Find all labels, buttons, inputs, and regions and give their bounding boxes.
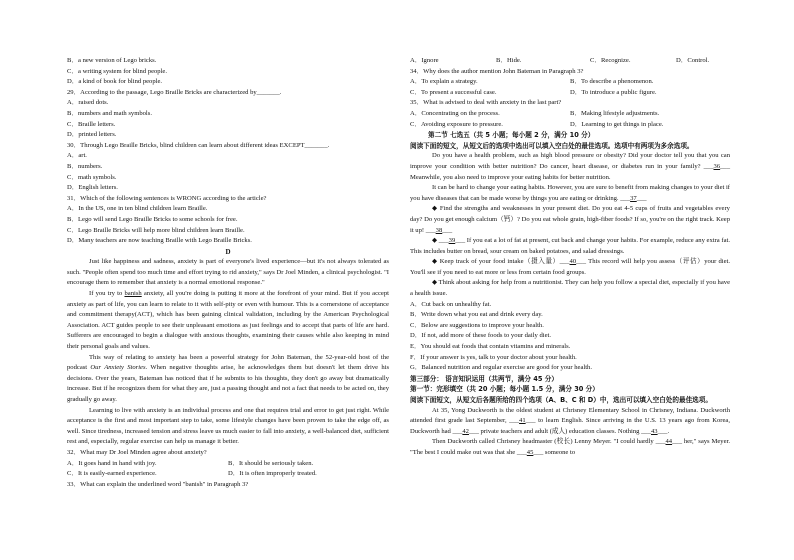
q32-options-row-2 xyxy=(67,469,389,480)
q30-option-c: C．math symbols. xyxy=(67,173,117,181)
q32-option-c: C．It is easily-earned experience. xyxy=(67,470,157,478)
section-d-heading: D xyxy=(225,247,231,256)
q34-option-a: A．To explain a strategy. xyxy=(410,78,478,86)
question-31: 31．Which of the following sentences is WRONG according to the article? xyxy=(67,194,267,202)
q30-option-a: A．art. xyxy=(67,152,87,160)
seven-choose-five-paragraph-4: ◆ ___39___ If you eat a lot of fat at present, cut back and change your habits. For example, reduce any extra fat. This includes butter on bread, sour cream on baked potatoes, and salad dressings. xyxy=(410,237,730,255)
section-2-title: 第二节 七选五（共 5 小题；每小题 2 分，满分 10 分） xyxy=(428,131,595,140)
podcast-title: Our Anxiety Stories xyxy=(90,364,146,372)
passage-d-paragraph-2 xyxy=(67,289,389,353)
q28-option-d: D．a kind of book for blind people. xyxy=(67,78,163,86)
blank-36: 36 xyxy=(713,162,721,170)
q35-options-row-1 xyxy=(410,109,730,120)
seven-choose-five-option-g: G．Balanced nutrition and regular exercise are good for your health. xyxy=(410,364,592,372)
passage-d-paragraph-1: Just like happiness and sadness, anxiety is part of everyone's lived experience—but it's not always tolerated as such. "People often spend too much time and effort trying to rid anxiety," says Dr Joel Minden, a clinical psychologist. "I encourage them to remember that anxiety is a normal emotional response." xyxy=(67,258,389,287)
seven-choose-five-option-f: F．If your answer is yes, talk to your doctor about your health. xyxy=(410,353,577,361)
seven-choose-five-paragraph-2: It can be hard to change your eating habits. However, you are sure to benefit from making changes to your diet if you have diseases that can be made worse by things you are eating or drinking. ___37___ xyxy=(410,184,731,202)
paragraph-text: If you try to xyxy=(89,290,125,298)
q35-option-b: B．Making lifestyle adjustments. xyxy=(570,109,660,117)
q31-option-c: C．Lego Braille Bricks will help more blind children learn Braille. xyxy=(67,226,245,234)
q34-option-c: C．To present a successful case. xyxy=(410,88,497,96)
diamond-bullet-icon: ◆ xyxy=(432,205,440,213)
blank-45: 45 xyxy=(526,448,534,456)
seven-choose-five-option-c: C．Below are suggestions to improve your health. xyxy=(410,321,544,329)
cloze-section-title: 第一节：完形填空（共 20 小题；每小题 1.5 分，满分 30 分） xyxy=(410,385,599,394)
diamond-bullet-icon: ◆ xyxy=(432,258,440,266)
q29-option-c: C．Braille letters. xyxy=(67,120,116,128)
seven-choose-five-paragraph-1: Do you have a health problem, such as high blood pressure or obesity? Did your doctor tell you that you can improve your condition with better nutrition? Do cancer, heart disease, or diabetes run in your family? ___36___ Meanwhile, you also need to improve your eating habits for better nutrition. xyxy=(410,152,730,181)
q35-option-d: D．Learning to get things in place. xyxy=(570,120,664,128)
paragraph-text: to learn English. Since arriving in the U.S. 13 years ago from Korea, Duckworth had xyxy=(410,417,730,435)
seven-choose-five-option-b: B．Write down what you eat and drink every day. xyxy=(410,311,543,319)
q29-option-a: A．raised dots. xyxy=(67,99,109,107)
cloze-paragraph-2: Then Duckworth called Chrisney headmaster (校长) Lenny Meyer. "I could hardly ___44___ her," says Meyer. "The best I could make out was that she ___45___ someone to xyxy=(410,438,730,456)
paragraph-text: . xyxy=(667,427,670,435)
q32-option-a: A．It goes hand in hand with joy. xyxy=(67,459,157,467)
paragraph-text: private teachers and adult (成人) education classes. Nothing xyxy=(478,427,642,435)
question-33: 33．What can explain the underlined word "banish" in Paragraph 3? xyxy=(67,480,249,488)
diamond-bullet-icon: ◆ xyxy=(432,279,439,287)
paragraph-text: Find the strengths and weaknesses in your present diet. Do you eat 4-5 cups of fruits and vegetables every day? Do you get enough calcium（钙）? Do you eat whole grain, high-fiber foods? If so, you're on the right track. Keep it up! xyxy=(410,205,730,234)
q31-option-b: B．Lego will send Lego Braille Bricks to some schools for free. xyxy=(67,215,238,223)
section-2-instructions: 阅读下面的短文，从短文后的选项中选出可以填入空白处的最佳选项。选项中有两项为多余选项。 xyxy=(410,141,694,150)
q32-option-b: B．It should be seriously taken. xyxy=(228,459,314,467)
blank-43: 43 xyxy=(650,427,658,435)
q35-option-c: C．Avoiding exposure to pressure. xyxy=(410,120,503,128)
q28-option-c: C．a writing system for blind people. xyxy=(67,67,167,75)
question-29: 29．According to the passage, Lego Braille Bricks are characterized by_______. xyxy=(67,88,282,96)
cloze-instructions: 阅读下面短文，从短文后各题所给的四个选项（A、B、C 和 D）中，选出可以填入空白处的最佳选项。 xyxy=(410,396,712,404)
question-32: 32．What may Dr Joel Minden agree about anxiety? xyxy=(67,448,207,456)
left-column xyxy=(67,56,389,490)
passage-d-paragraph-4: Learning to live with anxiety is an individual process and one that requires trial and error to get just right. While acceptance is the first and most important step to take, some lifestyle changes have been proven to take the edge off, as well. Since tiredness, increased tension and stress leave us much easier to fall into anxiety, a well-balanced diet, sufficient rest and, especially, regular exercise can help us manage it better. xyxy=(67,406,389,446)
q31-option-a: A．In the US, one in ten blind children learn Braille. xyxy=(67,205,208,213)
q34-option-d: D．To introduce a public figure. xyxy=(570,88,657,96)
blank-40: 40 xyxy=(569,258,577,266)
q32-options-row-1 xyxy=(67,459,389,470)
seven-choose-five-paragraph-5: ◆ Keep track of your food intake（摄入量）___40___ This record will help you assess（评估）your diet. You'll see if you need to eat more or less from certain food groups. xyxy=(410,258,731,276)
q31-option-d: D．Many teachers are now teaching Braille with Lego Braille Bricks. xyxy=(67,237,252,245)
paragraph-text: It can be hard to change your eating habits. However, you are sure to benefit from making changes to your diet if you have diseases that can be made worse by things you are eating or drinking. xyxy=(410,184,731,202)
seven-choose-five-paragraph-3: ◆ Find the strengths and weaknesses in your present diet. Do you eat 4-5 cups of fruits and vegetables every day? Do you get enough calcium（钙）? Do you eat whole grain, high-fiber foods? If so, you're on the right track. Keep it up! ___38___ xyxy=(410,205,730,234)
q30-option-d: D．English letters. xyxy=(67,184,118,192)
diamond-bullet-icon: ◆ xyxy=(432,237,439,245)
paragraph-text: If you eat a lot of fat at present, cut back and change your habits. For example, reduce any extra fat. This includes butter on bread, sour cream on baked potatoes, and salad dressings. xyxy=(410,237,730,255)
blank-42: 42 xyxy=(462,427,469,435)
underlined-word-banish: banish xyxy=(124,290,142,298)
blank-44: 44 xyxy=(665,438,673,446)
right-column xyxy=(410,56,730,459)
cloze-paragraph-1: At 35, Yong Duckworth is the oldest student at Chrisney Elementary School in Chrisney, Indiana. Duckworth attended first grade last September, ___41___ to learn English. Since arriving in the U.S. 13 years ago from Korea, Duckworth had ___42___ private teachers and adult (成人) education classes. Nothing ___43___. xyxy=(410,406,730,435)
q33-option-a: A．Ignore xyxy=(410,57,439,64)
blank-39: 39 xyxy=(448,237,456,245)
paragraph-text: Keep track of your food intake（摄入量） xyxy=(439,258,560,266)
paragraph-text: This way of relating to anxiety has been a powerful strategy for John Bateman, the 52-year-old host of the podcast xyxy=(67,353,389,372)
q35-option-a: A．Concentrating on the process. xyxy=(410,109,500,117)
seven-choose-five-paragraph-6 xyxy=(410,278,730,299)
q34-options-row-1 xyxy=(410,77,730,88)
q29-option-d: D．printed letters. xyxy=(67,131,117,139)
paragraph-text: . When negative thoughts arise, he acknowledges them but doesn't let them drive his decisions. Over the years, Bateman has noticed that if he submits to his thoughts, they don't go away but dramatically increase. But if he recognizes them for what they are, just a passing thought and not a fact that needs to be acted on, they gradually go away. xyxy=(67,364,390,403)
seven-choose-five-option-e: E．You should eat foods that contain vitamins and minerals. xyxy=(410,343,571,351)
paragraph-text: her," says Meyer. "The best I could make out was that she xyxy=(410,438,730,456)
question-35: 35．What is advised to deal with anxiety in the last part? xyxy=(410,99,562,107)
paragraph-text: Think about asking for help from a nutritionist. They can help you follow a special diet, especially if you have a health issue. xyxy=(410,279,730,298)
seven-choose-five-option-a: A．Cut back on unhealthy fat. xyxy=(410,300,492,308)
q34-options-row-2 xyxy=(410,88,730,99)
blank-41: 41 xyxy=(519,417,526,425)
paragraph-text: someone to xyxy=(543,448,576,456)
question-34: 34．Why does the author mention John Bateman in Paragraph 3? xyxy=(410,67,584,75)
q33-options xyxy=(410,56,730,67)
q33-option-d: D．Control. xyxy=(676,57,710,64)
paragraph-text: anxiety, all you're doing is putting it more at the forefront of your mind. But if you accept anxiety as part of life, you can learn to relate to it with self-pity or even with humour. This is a cornerstone of acceptance and commitment therapy(ACT), which has been gaining clinical validation, including by the American Psychological Association. ACT guides people to see their unpleasant emotions as just feelings and to accept that parts of life are hard. Sufferers are encouraged to begin a dialogue with anxious thoughts, examining their causes while also keeping in mind their personal goals and values. xyxy=(67,290,389,351)
seven-choose-five-option-d: D．If not, add more of these foods to your daily diet. xyxy=(410,332,552,340)
blank-38: 38 xyxy=(435,226,443,234)
paragraph-text: Meanwhile, you also need to improve your eating habits for better nutrition. xyxy=(410,173,611,181)
q30-option-b: B．numbers. xyxy=(67,162,103,170)
q29-option-b: B．numbers and math symbols. xyxy=(67,109,152,117)
paragraph-text: Then Duckworth called Chrisney headmaster (校长) Lenny Meyer. "I could hardly xyxy=(432,438,656,446)
q28-option-b: B．a new version of Lego bricks. xyxy=(67,57,157,64)
question-30: 30．Through Lego Braille Bricks, blind children can learn about different ideas EXCEPT_______. xyxy=(67,141,330,149)
q33-option-b: B．Hide. xyxy=(496,57,522,64)
q32-option-d: D．It is often improperly treated. xyxy=(228,470,317,478)
part-3-title: 第三部分： 语言知识运用（共两节，满分 45 分） xyxy=(410,374,558,383)
paragraph-text: At 35, Yong Duckworth is the oldest student at Chrisney Elementary School in Chrisney, Indiana. Duckworth attended first grade last September, xyxy=(410,406,730,425)
paragraph-text: Do you have a health problem, such as high blood pressure or obesity? Did your doctor tell you that you can improve your condition with better nutrition? Do cancer, heart disease, or diabetes run in your family? xyxy=(410,152,730,170)
paragraph-text: This record will help you assess（评估）your diet. You'll see if you need to eat more or less from certain food groups. xyxy=(410,258,731,276)
q35-options-row-2 xyxy=(410,120,730,131)
q34-option-b: B．To describe a phenomenon. xyxy=(570,78,654,86)
blank-37: 37 xyxy=(630,194,637,202)
passage-d-paragraph-3 xyxy=(67,353,389,406)
q33-option-c: C．Recognize. xyxy=(590,57,631,64)
